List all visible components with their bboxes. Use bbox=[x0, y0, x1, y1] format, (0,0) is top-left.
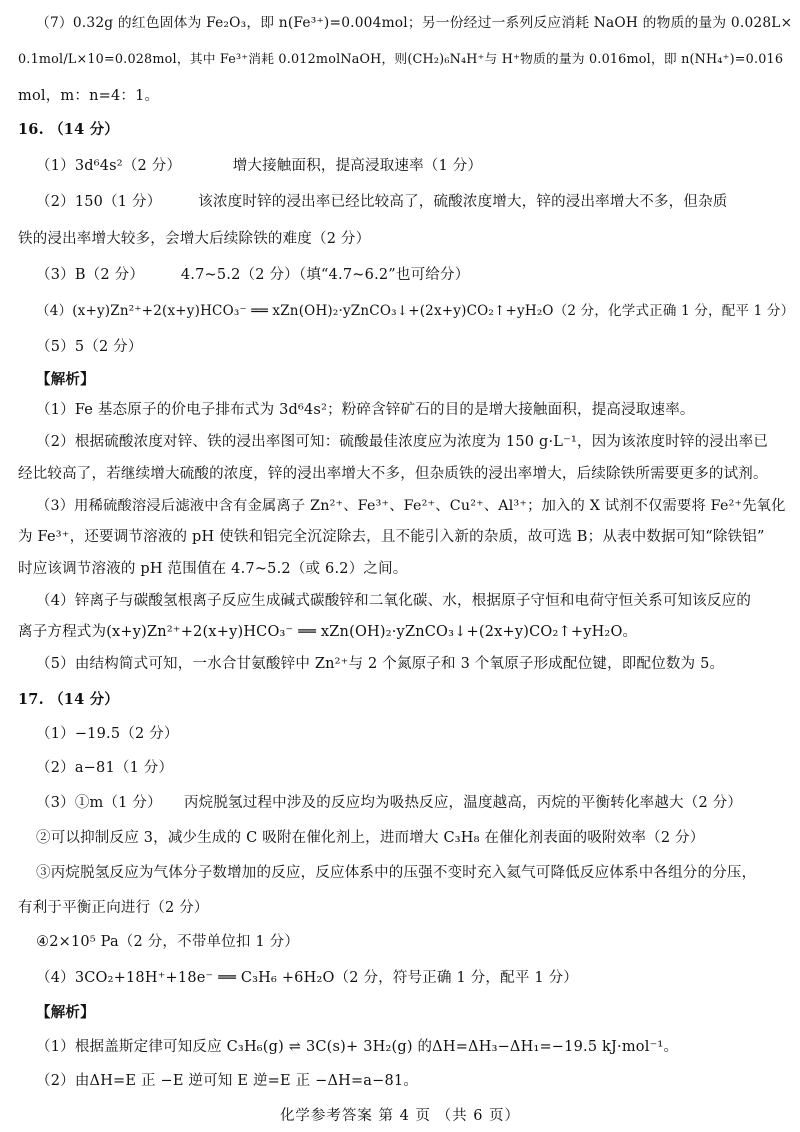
text-line: mol，m：n=4：1。 bbox=[18, 88, 160, 104]
analysis-heading: 【解析】 bbox=[36, 1004, 95, 1021]
text-line: （3）B（2 分） 4.7~5.2（2 分）（填“4.7~6.2”也可给分） bbox=[36, 267, 470, 283]
text-line: （3）①m（1 分） 丙烷脱氢过程中涉及的反应均为吸热反应，温度越高，丙烷的平衡转化率越大（2 分） bbox=[36, 795, 743, 811]
text-line: （7）0.32g 的红色固体为 Fe₂O₃，即 n(Fe³⁺)=0.004mol；另一份经过一系列反应消耗 NaOH 的物质的量为 0.028L× bbox=[36, 15, 793, 31]
text-line: 时应该调节溶液的 pH 范围值在 4.7~5.2（或 6.2）之间。 bbox=[18, 561, 408, 577]
text-line: （2）根据硫酸浓度对锌、铁的浸出率图可知：硫酸最佳浓度应为浓度为 150 g·L⁻¹，因为该浓度时锌的浸出率已 bbox=[36, 434, 769, 450]
text-line: （2）150（1 分） 该浓度时锌的浸出率已经比较高了，硫酸浓度增大，锌的浸出率增大不多，但杂质 bbox=[36, 194, 728, 210]
question-heading: 17. （14 分） bbox=[18, 691, 120, 708]
text-line: ④2×10⁵ Pa（2 分，不带单位扣 1 分） bbox=[36, 934, 300, 950]
text-line: （1）−19.5（2 分） bbox=[36, 726, 179, 742]
text-line: 0.1mol/L×10=0.028mol，其中 Fe³⁺消耗 0.012molNaOH，则(CH₂)₆N₄H⁺与 H⁺物质的量为 0.016mol，即 n(NH₄⁺)=0.016 bbox=[18, 52, 784, 67]
text-line: （2）a−81（1 分） bbox=[36, 760, 174, 776]
text-line: ③丙烷脱氢反应为气体分子数增加的反应，反应体系中的压强不变时充入氦气可降低反应体系中各组分的分压， bbox=[36, 865, 757, 881]
text-line: （4）(x+y)Zn²⁺+2(x+y)HCO₃⁻ ══ xZn(OH)₂·yZnCO₃↓+(2x+y)CO₂↑+yH₂O（2 分，化学式正确 1 分，配平 1 分） bbox=[36, 303, 795, 319]
text-line: （5）由结构简式可知，一水合甘氨酸锌中 Zn²⁺与 2 个氮原子和 3 个氧原子形成配位键，即配位数为 5。 bbox=[36, 656, 725, 672]
text-line: （4）锌离子与碳酸氢根离子反应生成碱式碳酸锌和二氧化碳、水，根据原子守恒和电荷守恒关系可知该反应的 bbox=[36, 593, 752, 609]
text-line: 有利于平衡正向进行（2 分） bbox=[18, 900, 209, 916]
text-line: 为 Fe³⁺，还要调节溶液的 pH 使铁和铝完全沉淀除去，且不能引入新的杂质，故可选 B；从表中数据可知“除铁铝” bbox=[18, 529, 765, 545]
text-line: 铁的浸出率增大较多，会增大后续除铁的难度（2 分） bbox=[18, 231, 371, 247]
text-line: 离子方程式为(x+y)Zn²⁺+2(x+y)HCO₃⁻ ══ xZn(OH)₂·yZnCO₃↓+(2x+y)CO₂↑+yH₂O。 bbox=[18, 624, 638, 640]
text-line: （1）Fe 基态原子的价电子排布式为 3d⁶4s²；粉碎含锌矿石的目的是增大接触面积，提高浸取速率。 bbox=[36, 402, 695, 418]
text-line: （1）根据盖斯定律可知反应 C₃H₆(g) ⇌ 3C(s)+ 3H₂(g) 的ΔH=ΔH₃−ΔH₁=−19.5 kJ·mol⁻¹。 bbox=[36, 1039, 679, 1055]
page-footer: 化学参考答案 第 4 页 （共 6 页） bbox=[279, 1108, 521, 1124]
text-line: （3）用稀硫酸溶浸后滤液中含有金属离子 Zn²⁺、Fe³⁺、Fe²⁺、Cu²⁺、Al³⁺；加入的 X 试剂不仅需要将 Fe²⁺先氧化 bbox=[36, 498, 786, 514]
text-line: （5）5（2 分） bbox=[36, 339, 143, 355]
text-line: （4）3CO₂+18H⁺+18e⁻ ══ C₃H₆ +6H₂O（2 分，符号正确 1 分，配平 1 分） bbox=[36, 970, 578, 986]
question-heading: 16. （14 分） bbox=[18, 121, 120, 138]
text-line: ②可以抑制反应 3，减少生成的 C 吸附在催化剂上，进而增大 C₃H₈ 在催化剂表面的吸附效率（2 分） bbox=[36, 830, 705, 846]
text-line: 经比较高了，若继续增大硫酸的浓度，锌的浸出率增大不多，但杂质铁的浸出率增大，后续除铁所需要更多的试剂。 bbox=[18, 466, 768, 482]
analysis-heading: 【解析】 bbox=[36, 371, 95, 388]
text-line: （2）由ΔH=E 正 −E 逆可知 E 逆=E 正 −ΔH=a−81。 bbox=[36, 1073, 419, 1089]
text-line: （1）3d⁶4s²（2 分） 增大接触面积，提高浸取速率（1 分） bbox=[36, 158, 483, 174]
